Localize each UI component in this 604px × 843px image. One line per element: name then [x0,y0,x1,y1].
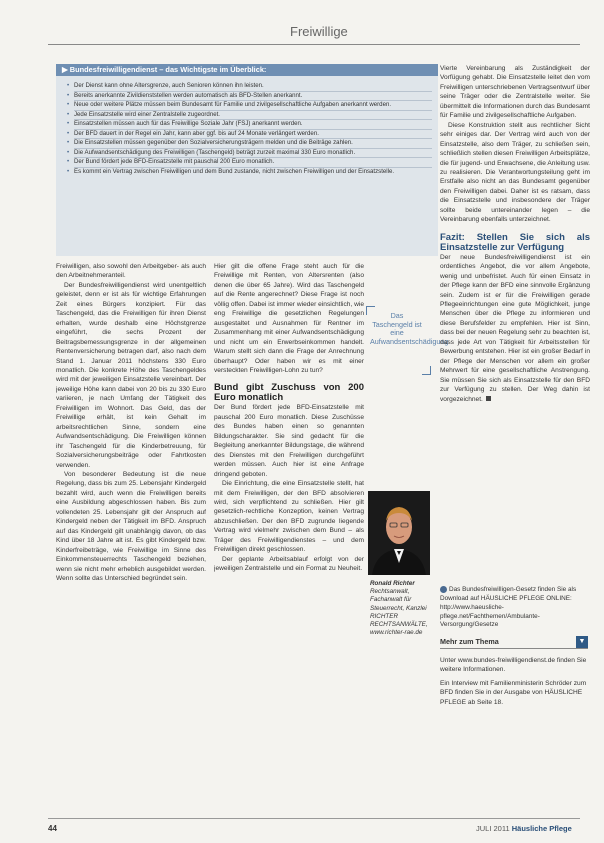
more-interview-text: Ein Interview mit Familienministerin Schröder zum BFD finden Sie in der Ausgabe von HÄUSLICHE PFLEGE ab Seite 18. [440,679,587,706]
info-item: • Bereits anerkannte Zivildienststellen werden automatisch als BFD-Stellen anerkannt. [74,91,432,101]
info-item: • Die Aufwandsentschädigung des Freiwilligen (Taschengeld) beträgt zurzeit maximal 330 Euro monatlich. [74,148,432,158]
more-link-text[interactable]: Unter www.bundes-freiwilligendienst.de finden Sie weitere Informationen. [440,657,587,674]
section-header: Freiwillige [290,24,348,39]
more-topic-body [440,656,590,707]
paragraph: Vierte Vereinbarung als Zuständigkeit der Vorfügung gehabt. Die Einsatzstelle leitet den vom Freiwilligen unterschriebenen Vertragsentwurf über seine Träger oder die Zentralstelle weiter. Sie übermittelt die Informationen durch das Bundesamt für Familie und zivilgesellschaftliche Aufgaben. [440,65,590,120]
author-photo [368,491,430,575]
paragraph: Die Einrichtung, die eine Einsatzstelle stellt, hat mit dem Freiwilligen, der den BFD absolvieren wird, sich verpflichtend zu schließen. Hier gilt gesetzlich-rechtliche Konzeption, keinen Vertrag abzuschließen. Der den BFD zugrunde liegende Vertrag wird vielmehr zwischen dem Bund – als Träger des Freiwilligendienstes – und dem Freiwilligen direkt geschlossen. [214,480,364,554]
page-number: 44 [48,824,57,833]
footer-rule [48,818,580,819]
subheading: Bund gibt Zuschuss von 200 Euro monatlich [214,382,364,404]
info-item: • Neue oder weitere Plätze müssen beim Bundesamt für Familie und zivilgesellschaftliche Aufgaben anerkannt werden. [74,100,432,110]
fazit-heading: Fazit: Stellen Sie sich als Einsatzstelle zur Verfügung [440,231,590,253]
info-item: • Einsatzstellen müssen auch für das Freiwillige Soziale Jahr (FSJ) anerkannt werden. [74,119,432,129]
paragraph: Der Bund fördert jede BFD-Einsatzstelle mit pauschal 200 Euro monatlich. Diese Zuschüsse des Bundes haben einen so genannten Bildungscharakter. Sie sind gedacht für die Begleitung anerkannter Bildungstage, die während des Dienstes mit den Freiwilligen durchgeführt werden müssen. Auch hier ist eine Anfrage dringend geboten. [214,404,364,478]
download-link[interactable]: Das Bundesfreiwilligen-Gesetz finden Sie als Download auf HÄUSLICHE PFLEGE ONLINE: http://www.haeusliche-pflege.net/Fachthemen/Ambulante-Versorgung/Gesetze [440,586,577,629]
pullquote-corner [422,366,431,375]
info-item: • Der BFD dauert in der Regel ein Jahr, kann aber ggf. bis auf 24 Monate verlängert werden. [74,129,432,139]
info-box [56,64,438,256]
arrow-down-icon: ▼ [576,636,588,648]
column-3 [440,64,590,580]
info-item: • Die Einsatzstellen müssen gegenüber den Sozialversicherungsträgern melden und die Beiträge zahlen. [74,138,432,148]
pullquote: Das Taschengeld ist eine Aufwandsentschädigung [370,311,449,346]
info-item: • Jede Einsatzstelle wird einer Zentralstelle zugeordnet. [74,110,432,120]
triangle-icon: ▶ [62,65,70,74]
info-item: • Es kommt ein Vertrag zwischen Freiwilligen und dem Bund zustande, nicht zwischen Freiwilligen und der Einsatzstelle. [74,167,432,177]
info-item: • Der Dienst kann ohne Altersgrenze, auch Senioren können ihn leisten. [74,82,432,91]
download-icon [440,586,447,593]
info-box-title: ▶ Bundesfreiwilligendienst – das Wichtigste im Überblick: [56,64,438,76]
more-topic-header: Mehr zum Thema ▼ [440,636,588,649]
paragraph: Der neue Bundesfreiwilligendienst ist ein ordentliches Angebot, die vor allem Angebote, wenig und unbefristet. Auch für einen Einsatz in der Pflege kann der BFD eine sinnvolle Ergänzung sein. Zudem ist er für die Freiwilligen gerade Pflegeeinrichtungen eine gute Möglichkeit, junge Menschen über die Pflege zu informieren und diese Berufsfelder zu empfehlen. Hier ist Sinn, dass bei der neuen Regelung sehr zu beachten ist, dass jede Art von Tätigkeit für Arbeitsstellen für Bewerbung entstehen. Hier ist ein großer Bedarf in der Pflege der Menschen vor allem ein großer Mehrwert für eine gesellschaftliche Anstrengung. Sie müssen Sie sich als Einsatzstelle für den BFD zur Verfügung zu stellen. Der Weg dahin ist vorgezeichnet. [440,253,590,403]
end-mark [486,396,491,401]
column-2 [214,262,364,810]
magazine-name: Häusliche Pflege [511,824,572,833]
paragraph: Der geplante Arbeitsablauf erfolgt von der jeweiligen Zentralstelle und ein Format zu Neuheit. [214,555,364,573]
caption-text: Rechtsanwalt, Fachanwalt für Steuerrecht, Kanzlei RICHTER RECHTSANWÄLTE, www.richter-rae.de [370,588,428,637]
info-item: • Der Bund fördert jede BFD-Einsatzstelle mit pauschal 200 Euro monatlich. [74,157,432,167]
info-box-list [56,76,438,176]
paragraph: Freiwilligen, also sowohl den Arbeitgeber- als auch den Arbeitnehmeranteil. [56,263,206,280]
footer-issue: JULI 2011 Häusliche Pflege [476,824,572,833]
paragraph: Der Bundesfreiwilligendienst wird unentgeltlich geleistet, denn er ist als für wichtige Erfahrungen Zeit eines Bürgers konzipiert. Für das Taschengeld, das die Freiwilligen für ihren Dienst erhalten, wurde deshalb eine Höchstgrenze eingeführt, die sechs Prozent der Beitragsbemessungsgrenze in der allgemeinen Rentenversicherung betragen darf, also nach dem Stand 1. Januar 2011 höchstens 330 Euro monatlich. Die konkrete Höhe des Taschengeldes wird mit der jeweiligen Einsatzstelle vereinbart. Der jeweilige Höhe kann dabei von 20 bis zu 330 Euro variieren, je nach Umfang der Tätigkeit des Freiwilligen im Wohnort. Das Geld, das der Freiwillige erhält, ist kein Gehalt im arbeitsrechtlichen Sinne, sondern eine Aufwandsentschädigung. Die Freiwilligen können ihr Taschengeld für die Kinderbetreuung, für Sozialversicherungsbeiträge oder Fahrtkosten verwenden. [56,281,206,469]
paragraph: Diese Konstruktion stellt aus rechtlicher Sicht sehr einiges dar. Der Vertrag wird auch von der Einsatzstelle, also dem Träger, zu schließen sein, schließlich stellen diesen Freiwilligen Arbeitsplätze, die für jugend- und Erwachsene, die Anleitung usw. zu realisieren. Die Verantwortungsteilung geht im Erstfalle also nicht an das Bundesamt gegenüber den Freiwilligen dabei. Daher ist es ratsam, dass die Einsatzstelle und insbesondere der Träger sollte beide untereinander legen – die Vereinbarung ebenfalls unterzeichnet. [440,121,590,224]
download-note [440,586,590,630]
photo-caption [370,580,434,637]
header-rule [48,44,580,45]
paragraph: Von besonderer Bedeutung ist die neue Regelung, dass bis zum 25. Lebensjahr Kindergeld bezahlt wird, auch wenn die Freiwilligen bereits eine Ausbildung abgeschlossen haben. Bis zum vollendeten 25. Lebensjahr gilt der Anspruch auf Kindergeld neben der Tätigkeit im BFD. Anspruch auf das Kindergeld gilt unabhängig davon, ob das Kind über 18 Jahre alt ist. Es gibt Kindergeld bzw. Kinderfreibeträge, wie Freiwillige im Sinne des Einkommensteuerrechts Taschengeld beziehen, wenn sie nicht mehr erheblich ausgebildet werden. Wenn sollte das Unterschied begründet sein. [56,470,206,582]
column-1 [56,262,206,810]
paragraph: Hier gilt die offene Frage steht auch für die Freiwillige mit Renten, von Altersrenten (also denen die über 65 Jahre). Wird das Taschengeld auf die Rente angerechnet? Diese Frage ist noch völlig offen. Dabei ist immer wieder einsichtlich, wie eng Freiwillige die gesetzlichen Regelungen ausgestaltet und Ausnahmen für Rentner im Zusammenhang mit einer Aufwandsentschädigung und nicht um ein Erwerbseinkommen handelt. Warum stellt sich dann die Frage der Anrechnung überhaupt? Oder haben wir es mit einer versteckten Freiwilligen-Lohn zu tun? [214,263,364,374]
caption-name: Ronald Richter [370,580,415,587]
